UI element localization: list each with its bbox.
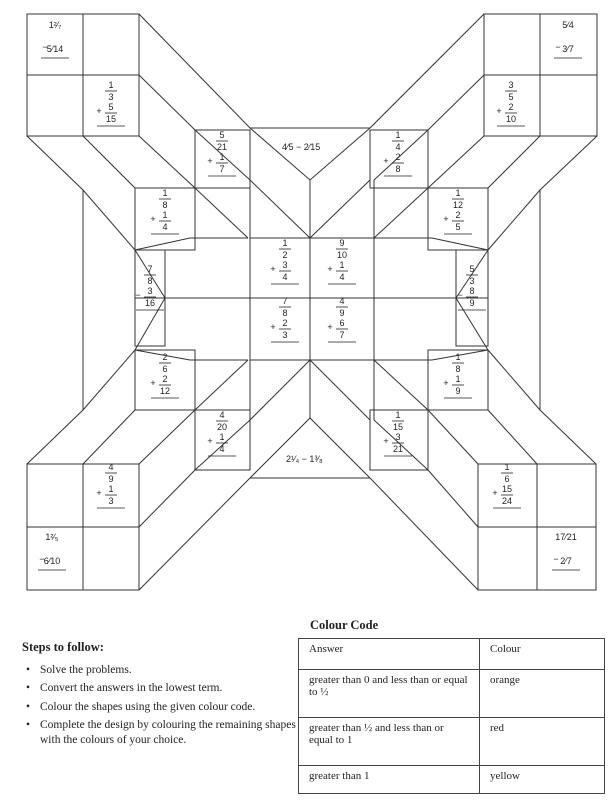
numerator: 2 [508,102,514,112]
corner-bottom: 2⁄7 [560,556,572,566]
denominator: 3 [282,330,288,340]
bottom-center-problem: 2¹⁄₄ − 1³⁄₈ [286,454,323,464]
numerator: 3 [282,260,288,270]
operator: + [383,156,389,166]
denominator: 4 [282,272,288,282]
colour-code-title: Colour Code [310,618,379,632]
denominator: 4 [339,272,345,282]
numerator: 3 [508,80,514,90]
numerator: 1 [219,152,225,162]
numerator: 1 [108,80,114,90]
denominator: 7 [219,164,225,174]
answer-cell: greater than 0 and less than or equal to ½ [299,670,480,718]
answer-header: Answer [299,639,480,670]
denominator: 6 [504,474,510,484]
denominator: 2 [282,250,288,260]
numerator: 1 [455,374,461,384]
denominator: 8 [395,164,401,174]
numerator: 9 [339,238,345,248]
corner-bottom: 5⁄14 [46,44,64,54]
steps-list [22,663,307,747]
operator: + [496,106,502,116]
numerator: 1 [108,484,114,494]
denominator: 4 [162,222,168,232]
colour-code-table [298,638,605,794]
numerator: 5 [469,264,475,274]
operator: − [457,290,463,300]
table-row [299,670,605,718]
table-header-row [299,639,605,670]
operator: + [150,214,156,224]
numerator: 15 [501,484,513,494]
denominator: 12 [159,386,171,396]
operator: + [327,264,333,274]
numerator: 1 [162,210,168,220]
numerator: 7 [147,264,153,274]
denominator: 21 [216,142,228,152]
corner-bottom: 6⁄10 [43,556,61,566]
table-row [299,766,605,794]
numerator: 2 [162,374,168,384]
numerator: 1 [339,260,345,270]
denominator: 10 [336,250,348,260]
denominator: 3 [108,92,114,102]
numerator: 1 [455,352,461,362]
operator: + [443,378,449,388]
colour-cell: yellow [480,766,605,794]
numerator: 1 [504,462,510,472]
colour-cell: red [480,718,605,766]
step-item: • Colour the shapes using the given colour code. [34,700,307,714]
denominator: 4 [219,444,225,454]
denominator: 10 [505,114,517,124]
step-item: • Solve the problems. [34,663,307,677]
operator: + [443,214,449,224]
operator: − [555,42,561,52]
numerator: 5 [108,102,114,112]
operator: − [39,554,45,564]
denominator: 12 [452,200,464,210]
center-grid [135,238,488,360]
operator: + [383,436,389,446]
denominator: 3 [108,496,114,506]
denominator: 8 [282,308,288,318]
operator: + [327,322,333,332]
denominator: 8 [455,364,461,374]
denominator: 24 [501,496,513,506]
colour-cell: orange [480,670,605,718]
steps-panel [22,640,307,751]
denominator: 7 [339,330,345,340]
operator: + [492,488,498,498]
answer-cell: greater than 1 [299,766,480,794]
numerator: 2 [395,152,401,162]
denominator: 9 [455,386,461,396]
denominator: 9 [469,298,475,308]
numerator: 2 [282,318,288,328]
numerator: 1 [219,432,225,442]
numerator: 1 [395,410,401,420]
denominator: 21 [392,444,404,454]
operator: − [553,554,559,564]
numerator: 8 [469,286,475,296]
numerator: 4 [108,462,114,472]
corner-top: 17⁄21 [555,532,577,542]
denominator: 15 [392,422,404,432]
denominator: 20 [216,422,228,432]
numerator: 3 [147,286,153,296]
denominator: 5 [455,222,461,232]
numerator: 1 [395,130,401,140]
operator: + [96,106,102,116]
numerator: 3 [395,432,401,442]
denominator: 3 [469,276,475,286]
numerator: 2 [162,352,168,362]
step-item: • Convert the answers in the lowest term. [34,681,307,695]
corner-top: 1²⁄₇ [48,20,62,30]
corner-top: 5⁄4 [562,20,574,30]
numerator: 5 [219,130,225,140]
numerator: 7 [282,296,288,306]
operator: + [270,322,276,332]
top-center-problem: 4⁄5 − 2⁄15 [282,142,321,152]
operator: + [96,488,102,498]
numerator: 1 [282,238,288,248]
step-item: • Complete the design by colouring the remaining shapes with the colours of your choice. [34,718,307,747]
operator: + [207,436,213,446]
numerator: 6 [339,318,345,328]
denominator: 6 [162,364,168,374]
operator: + [270,264,276,274]
table-row [299,718,605,766]
numerator: 4 [339,296,345,306]
answer-cell: greater than ½ and less than or equal to 1 [299,718,480,766]
corner-top: 1²⁄₅ [45,532,59,542]
colour-header: Colour [480,639,605,670]
denominator: 9 [339,308,345,318]
steps-title: Steps to follow: [22,640,104,654]
numerator: 2 [455,210,461,220]
operator: − [135,290,141,300]
operator: + [207,156,213,166]
denominator: 8 [147,276,153,286]
corner-bottom: 3⁄7 [562,44,574,54]
numerator: 4 [219,410,225,420]
numerator: 1 [162,188,168,198]
operator: − [42,42,48,52]
denominator: 5 [508,92,514,102]
operator: + [150,378,156,388]
denominator: 16 [144,298,156,308]
denominator: 9 [108,474,114,484]
denominator: 4 [395,142,401,152]
denominator: 8 [162,200,168,210]
denominator: 15 [105,114,117,124]
numerator: 1 [455,188,461,198]
